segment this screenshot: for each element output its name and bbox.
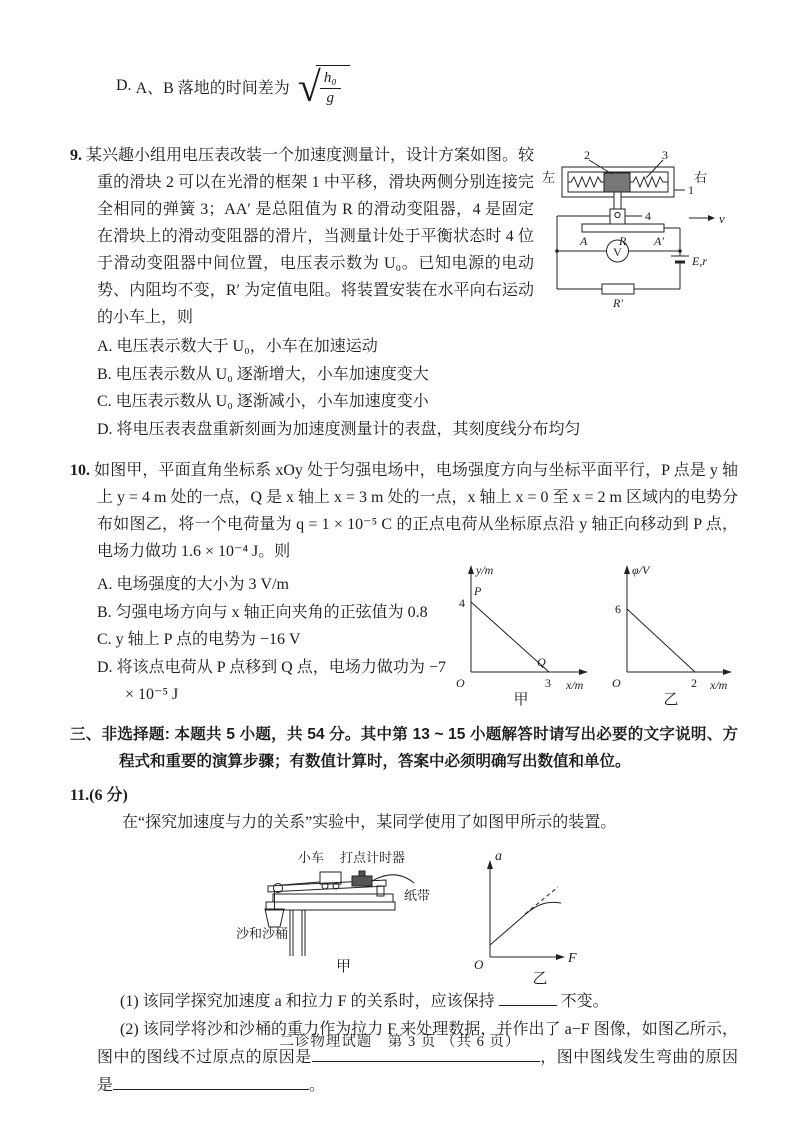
answer-blank-3	[113, 1076, 309, 1090]
y-axis-arrow	[468, 565, 474, 574]
part-1-text: (1) 该同学探究加速度 a 和拉力 F 的关系时，应该保持	[120, 993, 495, 1010]
x-tick-2: 2	[691, 676, 697, 690]
question-11-heading	[70, 783, 738, 809]
question-11-intro: 在“探究加速度与力的关系”实验中，某同学使用了如图甲所示的装置。	[122, 814, 617, 831]
wiper-box-shape	[610, 209, 625, 224]
apparatus-figure	[236, 842, 451, 976]
x-axis-arrow	[723, 669, 732, 675]
question-9-body	[70, 142, 738, 331]
potential-graph	[602, 559, 740, 693]
question-9-option-d: D. 将电压表表盘重新刻画为加速度测量计的表盘，其刻度线分布均匀	[97, 420, 581, 438]
af-graph-caption: 乙	[532, 971, 548, 987]
y-axis-arrow	[487, 860, 493, 869]
rheostat-bar-shape	[582, 224, 664, 232]
part-2-text: (2) 该同学将沙和沙桶的重力作为拉力 F 来处理数据，并作出了 a−F 图像，如图乙所示，图中的图线不过原点的原因是	[97, 1021, 738, 1066]
question-11-number: 11.	[70, 787, 90, 804]
potential-line	[627, 609, 695, 672]
point-q-label: Q	[537, 655, 546, 669]
frame-label: 1	[688, 183, 694, 197]
question-9-option-b: B. 电压表示数从 U₀ 逐渐增大，小车加速度变大	[97, 365, 429, 383]
origin-label: O	[474, 957, 484, 972]
graph-yi-figure	[602, 559, 740, 709]
x-axis-label: x/m	[710, 678, 728, 692]
resistor-label: R′	[613, 296, 623, 308]
section-3-header: 三、非选择题: 本题共 5 小题，共 54 分。其中第 13 ~ 15 小题解答时请写出必要的文字说明、方程式和重要的演算步骤；有数值计算时，答案中必须明确写出数值和单位。	[70, 726, 738, 770]
y-tick-6: 6	[615, 602, 621, 616]
question-11-part-2	[97, 1016, 738, 1100]
spring-pointer-line	[646, 160, 663, 178]
a-f-graph	[465, 842, 615, 972]
spring-left-shape	[568, 177, 604, 187]
part-1-text-end: 不变。	[560, 993, 609, 1010]
rheostat-r-label: R	[619, 234, 627, 248]
question-9-text: 某兴趣小组用电压表改装一个加速度测量计，设计方案如图。较重的滑块 2 可以在光滑的框架 1 中平移，滑块两侧分别连接完全相同的弹簧 3；AA′ 是总阻值为 R 的滑动变阻器，4 是固定在滑块上的滑动变阻器的滑片，当测量计处于平衡状态时 4 位于滑动变阻器中间位置，电压表示数为 U₀。已知电源的电动势、内阻均不变，R′ 为定值电阻。将装置安装在水平向右运动的小车上，则	[86, 147, 535, 326]
question-9-options	[97, 333, 738, 443]
question-10-lower	[97, 565, 738, 709]
rheostat-a-label: A	[580, 234, 588, 248]
battery-label: E,r	[692, 254, 707, 268]
bucket-shape	[265, 909, 284, 927]
question-9-number: 9.	[70, 147, 82, 164]
spring-right-shape	[630, 177, 668, 187]
xy-plane-graph	[446, 559, 596, 693]
radical-sign: √	[297, 65, 321, 112]
y-axis-label: a	[495, 849, 502, 864]
option-d-label: D.	[116, 77, 132, 94]
af-graph-figure	[465, 842, 615, 988]
experiment-apparatus-diagram	[236, 842, 451, 960]
question-10-graphs	[446, 559, 738, 709]
tape-label: 纸带	[404, 888, 431, 903]
question-8-option-d	[116, 60, 738, 112]
x-axis-arrow	[556, 954, 565, 960]
part-2-text-mid2: 弯曲的原因是	[97, 1049, 738, 1094]
slider-block-shape	[604, 173, 630, 192]
question-10-text: 如图甲，平面直角坐标系 xOy 处于匀强电场中，电场强度方向与坐标平面平行，P 点是 y 轴上 y = 4 m 处的一点，Q 是 x 轴上 x = 3 m 处的一点，x 轴上 x = 0 至 x = 2 m 区域内的电势分布如图乙，将一个电荷量为 q = 1 × 10⁻⁵ C 的正点电荷从坐标原点沿 y 轴正向移动到 P 点，电场力做功 1.6 × 10⁻⁴ J。则	[94, 462, 738, 560]
x-axis-label: x/m	[566, 678, 584, 692]
question-10-body	[70, 457, 738, 565]
question-9-figure	[542, 144, 738, 308]
graph-yi-caption: 乙	[663, 692, 679, 708]
question-10-option-d: D. 将该点电荷从 P 点移到 Q 点，电场力做功为 −7 × 10⁻⁵ J	[97, 658, 446, 703]
y-axis-label: y/m	[476, 563, 494, 577]
af-curve-solid	[490, 902, 561, 945]
accelerometer-circuit-diagram	[542, 144, 738, 308]
spring-label: 3	[662, 148, 668, 162]
question-10-option-b: B. 匀强电场方向与 x 轴正向夹角的正弦值为 0.8	[97, 603, 428, 621]
tape-shape	[372, 875, 414, 883]
answer-blank-1	[499, 992, 557, 1006]
part-2-text-end: 。	[309, 1077, 326, 1094]
question-10-options	[97, 571, 446, 709]
x-tick-3: 3	[545, 676, 551, 690]
left-side-label: 左	[542, 170, 556, 185]
rheostat-a-prime-label: A′	[654, 234, 664, 248]
fraction	[320, 70, 341, 108]
voltmeter-label: V	[613, 245, 622, 259]
question-11-figures	[236, 842, 738, 988]
apparatus-caption: 甲	[335, 959, 351, 975]
origin-label: O	[456, 676, 465, 690]
radicand	[316, 65, 350, 108]
question-10-option-c: C. y 轴上 P 点的电势为 −16 V	[97, 631, 301, 648]
wiper-stem-shape	[614, 192, 621, 209]
question-11-score: (6 分)	[89, 787, 128, 804]
question-10-number: 10.	[70, 462, 90, 479]
graph-jia-figure	[446, 559, 596, 709]
timer-shape	[352, 876, 372, 886]
question-10-option-a: A. 电场强度的大小为 3 V/m	[97, 576, 290, 593]
option-d-text: A、B 落地的时间差为	[135, 79, 290, 97]
point-p-label: P	[474, 584, 482, 598]
question-9-option-a: A. 电压表示数大于 U₀，小车在加速运动	[97, 338, 378, 355]
x-axis-label: F	[568, 951, 577, 966]
fraction-numerator: h₀	[320, 70, 341, 89]
right-side-label: 右	[694, 170, 708, 185]
velocity-arrow-head	[708, 215, 715, 221]
table-shape	[266, 894, 395, 956]
wiper-label: 4	[645, 209, 651, 223]
y-tick-4: 4	[459, 596, 465, 610]
block-label: 2	[584, 148, 590, 162]
y-axis-arrow	[624, 565, 630, 574]
af-curve-dashed	[525, 887, 558, 914]
velocity-label: v	[719, 211, 725, 226]
question-9-option-c: C. 电压表示数从 U₀ 逐渐减小，小车加速度变小	[97, 393, 429, 410]
timer-label: 打点计时器	[340, 850, 406, 865]
cart-label: 小车	[298, 850, 325, 865]
battery-shape	[671, 256, 689, 262]
y-axis-label: φ/V	[632, 563, 650, 577]
part-2-text-mid: ，图中图线发生	[539, 1049, 656, 1066]
question-10	[70, 457, 738, 709]
bucket-label: 沙和沙桶	[236, 926, 289, 941]
timer-knob-shape	[359, 871, 365, 876]
x-axis-arrow	[579, 669, 588, 675]
graph-jia-caption: 甲	[513, 692, 529, 708]
resistor-shape	[602, 284, 634, 294]
question-11-part-1	[97, 988, 738, 1016]
question-9	[70, 142, 738, 443]
origin-label: O	[612, 676, 621, 690]
fraction-denominator: g	[326, 90, 334, 106]
page-footer: 二诊物理试题 第 3 页 （共 6 页）	[279, 1034, 521, 1050]
question-11	[70, 783, 738, 1100]
sqrt-expression	[297, 65, 350, 112]
